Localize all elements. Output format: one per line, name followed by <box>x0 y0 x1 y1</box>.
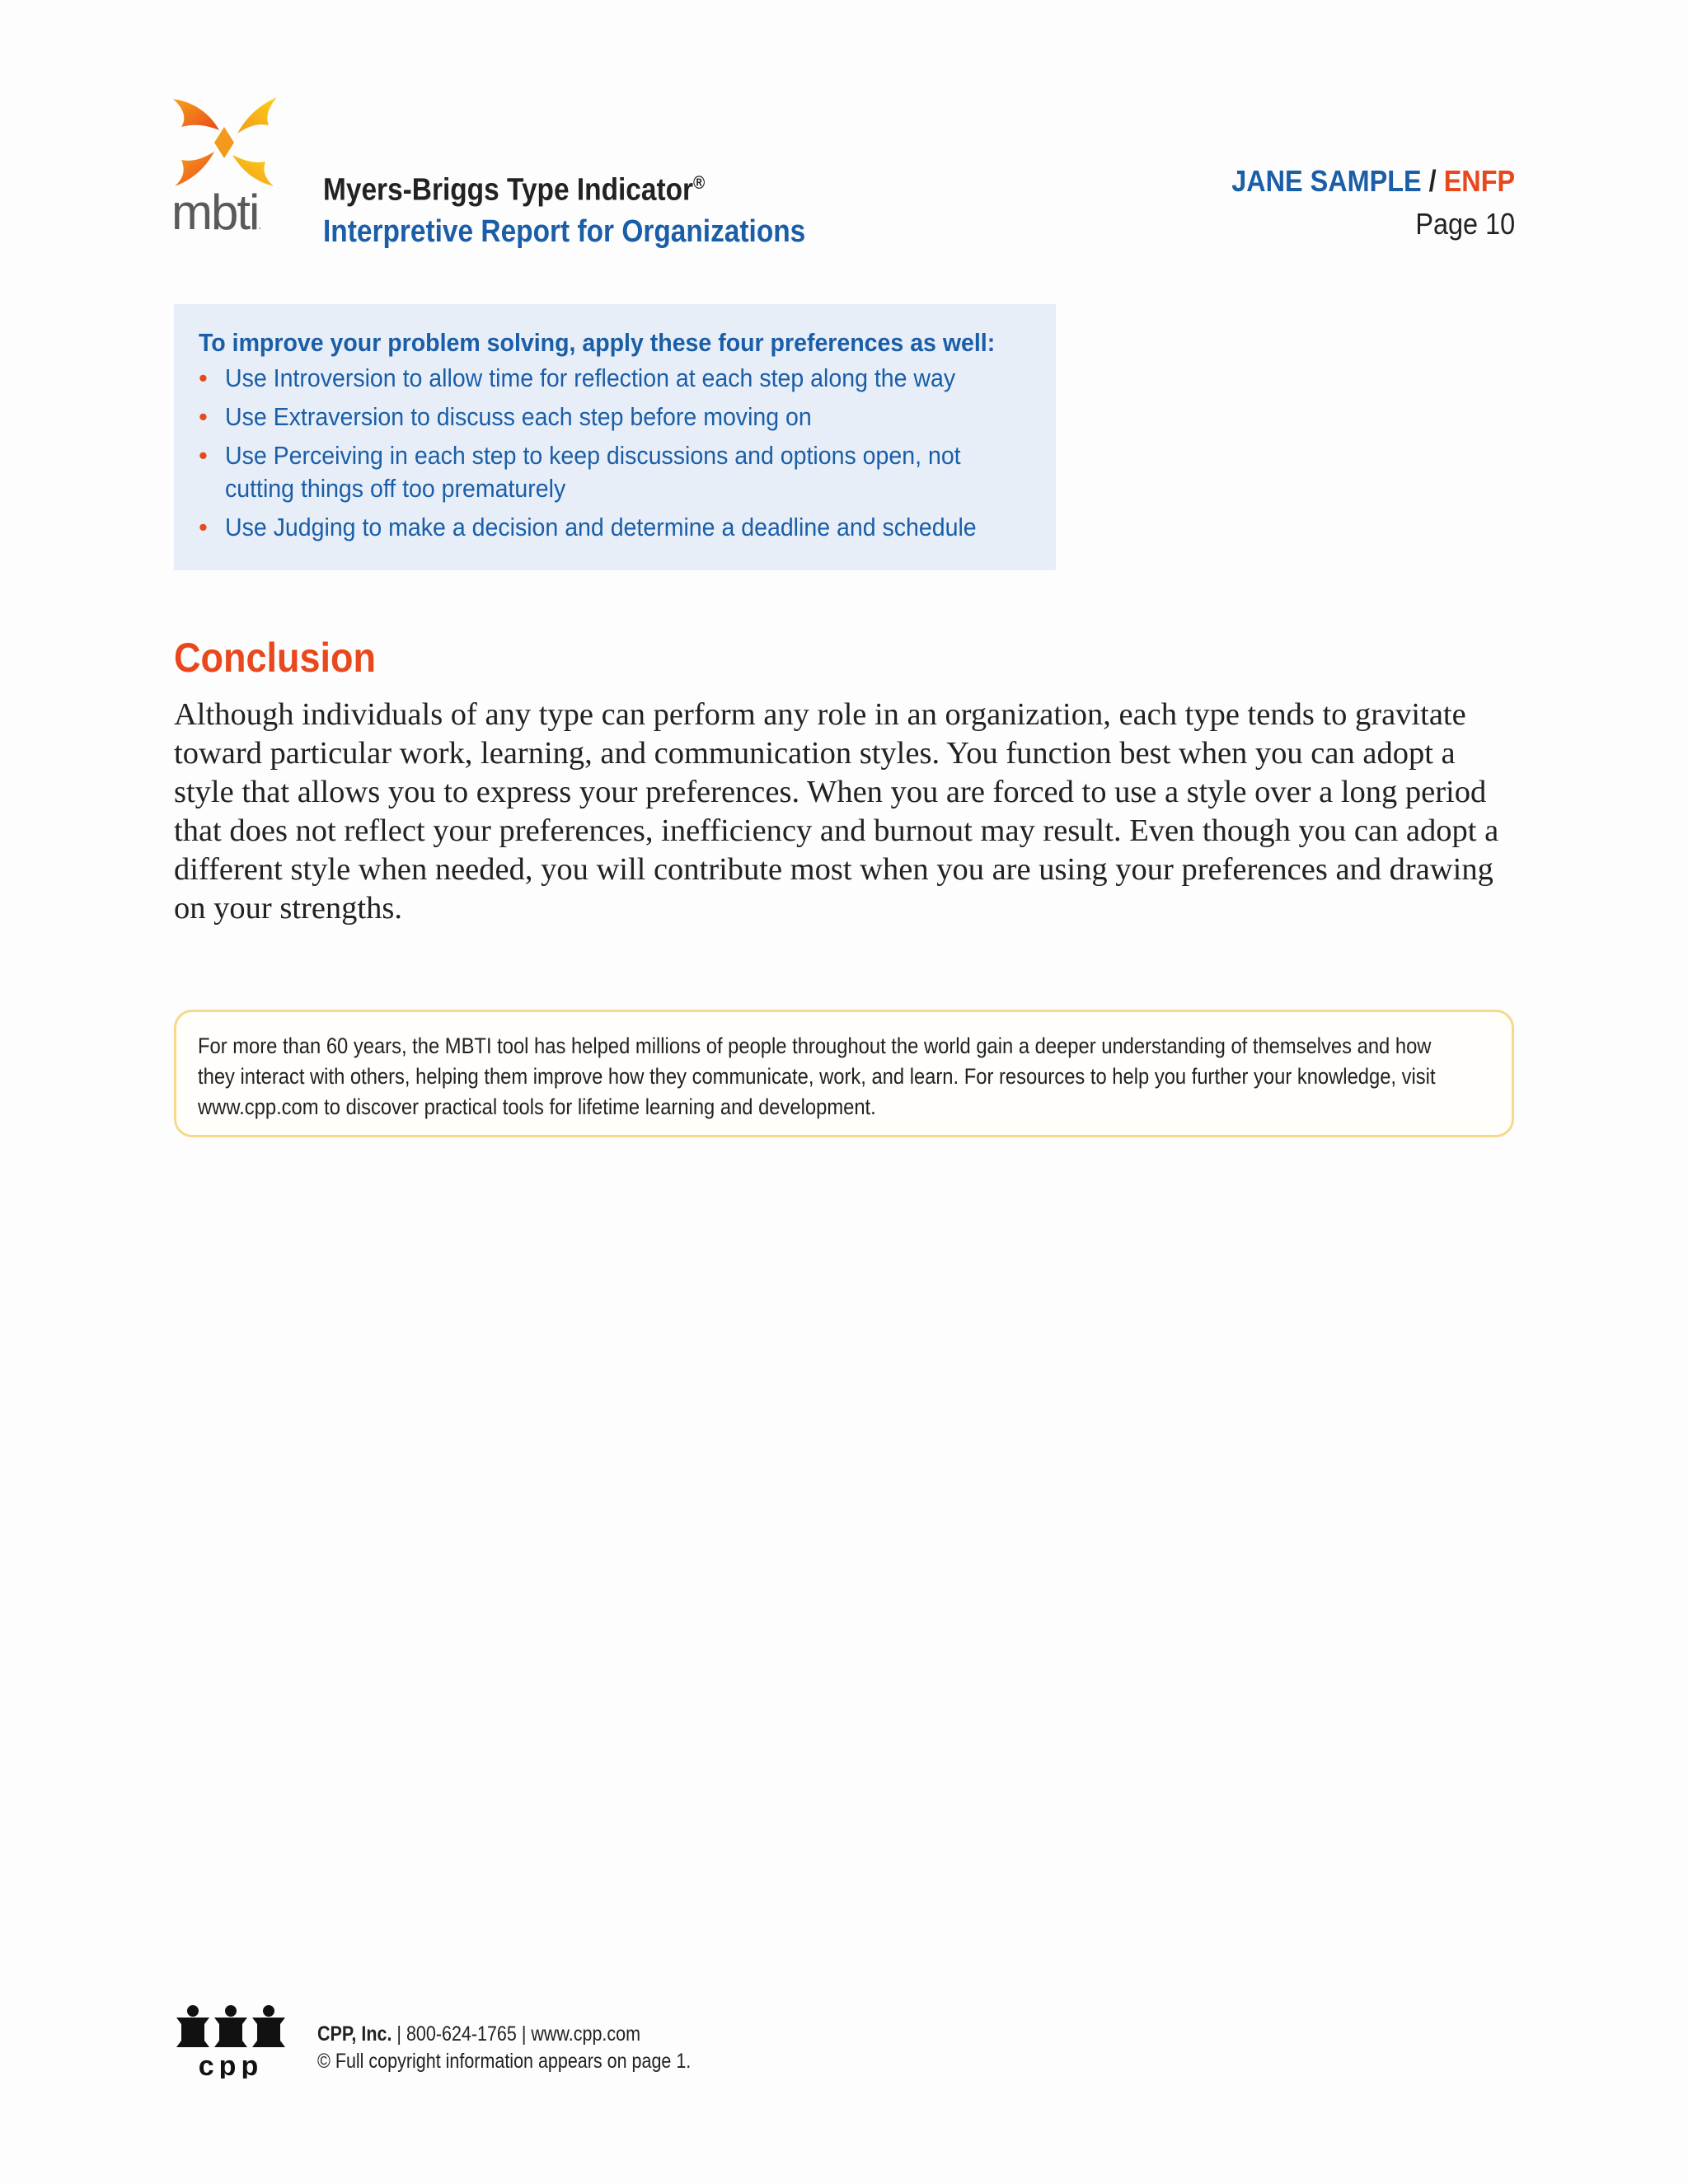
person-separator: / <box>1428 164 1437 198</box>
info-box <box>174 1010 1514 1137</box>
page-number: Page 10 <box>1415 207 1515 241</box>
tip-text: Use Extraversion to discuss each step before moving on <box>225 402 812 431</box>
cpp-logo <box>173 2004 288 2079</box>
person-type: ENFP <box>1443 164 1515 198</box>
footer-company: CPP, Inc. <box>317 2022 392 2046</box>
footer-text <box>317 2021 752 2075</box>
tip-list <box>199 362 1031 544</box>
bullet-icon: • <box>199 441 208 470</box>
person-name: JANE SAMPLE <box>1231 164 1422 198</box>
cpp-people-icon <box>173 2004 288 2079</box>
list-item <box>199 401 1031 434</box>
footer-contact: | 800-624-1765 | www.cpp.com <box>396 2022 641 2046</box>
section-title: Conclusion <box>174 635 376 681</box>
tip-text: Use Perceiving in each step to keep discussions and options open, not cutting things off too prematurely <box>225 441 961 503</box>
cpp-logo-text: cpp <box>198 2050 264 2079</box>
tip-text: Use Judging to make a decision and determine a deadline and schedule <box>225 513 977 541</box>
bullet-icon: • <box>199 402 208 431</box>
report-title-block <box>323 163 871 253</box>
list-item <box>199 511 1031 544</box>
header-person-block <box>1200 162 1515 247</box>
report-subtitle: Interpretive Report for Organizations <box>323 213 806 249</box>
bullet-icon: • <box>199 363 208 392</box>
tip-heading: To improve your problem solving, apply these four preferences as well: <box>199 328 996 357</box>
report-title: Myers-Briggs Type Indicator® <box>323 172 706 208</box>
footer-copyright: © Full copyright information appears on page 1. <box>317 2050 692 2073</box>
conclusion-paragraph: Although individuals of any type can perform any role in an organization, each type tends to gravitate toward particular work, learning, and communication styles. You function best when you can adopt a style that allows you to express your preferences. When you are forced to use a style over a long period that does not reflect your preferences, inefficiency and burnout may result. Even though you can adopt a different style when needed, you will contribute most when you are using your preferences and drawing on your strengths. <box>174 697 1499 926</box>
list-item <box>199 362 1031 395</box>
bullet-icon: • <box>199 513 208 541</box>
mbti-logo-text: mbti. <box>171 185 260 240</box>
tip-text: Use Introversion to allow time for reflection at each step along the way <box>225 363 956 392</box>
person-label <box>1231 162 1515 201</box>
list-item <box>199 439 1031 505</box>
footer-company-line <box>317 2021 691 2048</box>
mbti-star-icon <box>171 97 279 188</box>
registered-mark: ® <box>693 172 706 193</box>
info-text: For more than 60 years, the MBTI tool has helped millions of people throughout the world gain a deeper understanding of themselves and how they interact with others, helping them improve how they communicate, work, and learn. For resources to help you further your knowledge, visit www.cpp.com to discover practical tools for lifetime learning and development. <box>198 1033 1436 1119</box>
mbti-logo <box>171 97 279 240</box>
tip-box <box>174 304 1056 570</box>
